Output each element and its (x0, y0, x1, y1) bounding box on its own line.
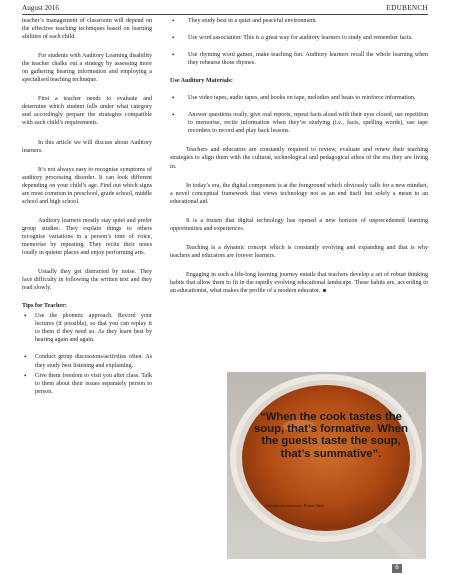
quote-text: “When the cook tastes the soup, that’s formative. When the guests taste the soup, that’s summative”. (254, 411, 408, 460)
list-item: • Give them freedom to visit you after class. Talk to them about their issues separately person to person. (22, 372, 152, 396)
quote-image (227, 372, 426, 559)
right-column (170, 17, 428, 295)
list-item: • Use rhyming word games, make teaching fun. Auditory learners recall the whole learning when they rehearse those rhymes. (170, 51, 428, 67)
page-number: 6 (392, 564, 402, 573)
page-header (22, 4, 428, 16)
list-item: • They study best in a quiet and peaceful environment. (170, 17, 428, 25)
strategy-list (170, 17, 428, 67)
paragraph: Usually they get distracted by noise. They face difficulty in following the written text and they read slowly. (22, 269, 152, 292)
quote-attribution: - Educational researcher, Robert Stake (264, 504, 325, 508)
paragraph: In this article we will discuss about Auditory learners. (22, 139, 152, 154)
paragraph: It is a truism that digital technology has opened a new horizon of unprecedented learning opportunities and experiences. (170, 217, 428, 232)
left-column (22, 17, 152, 396)
paragraph: For students with Auditory Learning disability the teacher chalks out a strategy by assessing more on gathering hearing information and employing a specialised teaching technique. (22, 53, 152, 84)
list-item: • Conduct group discussions/activities often. As they study best listening and explaining. (22, 353, 152, 369)
materials-heading: Use Auditory Materials: (170, 78, 233, 85)
list-item: • Use word association: This is a great way for auditory learners to study and remember facts. (170, 34, 428, 42)
list-item: • Answer questions orally, give oral reports, repeat facts aloud with their eyes closed, use repetition to memorise, recite information when they’re studying (i.e., facts, spelling words), use tape recorders to record and play back lessons. (170, 111, 428, 135)
tips-list (22, 312, 152, 395)
paragraph: teacher’s management of classroom will depend on the effective teaching techniques based on learning abilities of each child. (22, 18, 152, 41)
publication-name: EDUBENCH (386, 4, 428, 12)
paragraph: In today’s era, the digital component is at the foreground which obviously calls for a new mindset, a novel conceptual framework that views technology not as an end itself but solely a mean to an educational aid. (170, 182, 428, 205)
header-rule (22, 14, 428, 15)
paragraph: Teaching is a dynamic concept which is constantly evolving and expanding and that is why teachers and educators are forever learners. (170, 244, 428, 259)
paragraph: Auditory learners mostly stay quiet and prefer group studies. They explain things to others recognise variations in a person’s tone of voice, memorise by repeating. They recite their notes loudly in quieter places and enjoy performing arts. (22, 217, 152, 257)
list-item: • Use video tapes, audio tapes, and books on tape, melodies and beats to reinforce information. (170, 94, 428, 102)
paragraph: Teachers and educators are constantly required to review, evaluate and renew their teaching strategies to align them with the cultural, technological and pedagogical ethos of the era they are living in. (170, 147, 428, 170)
tips-heading: Tips for Teacher: (22, 303, 67, 310)
paragraph (170, 271, 428, 295)
end-mark (323, 289, 326, 292)
paragraph-text: Engaging in such a life-long learning journey entails that teachers develop a set of robust thinking habits that allow them to fit in the rapidly evolving educational landscape. These habits are, according to an educationist, what makes the profile of a modern educator. (170, 271, 428, 294)
materials-list (170, 94, 428, 135)
paragraph: It’s not always easy to recognise symptoms of auditory processing disorder. It can look different depending on your child’s age. Find out which signs are most common in preschool, grade school, middle school and high school. (22, 166, 152, 205)
soup-bowl-illustration (227, 372, 426, 559)
paragraph: First a teacher needs to evaluate and determine which student falls under what category and accordingly prepare the strategies compatible with each child’s requirements. (22, 96, 152, 127)
list-item: • Use the phonetic approach. Record your lectures (if possible), so that you can replay it to them if they need so. As they learn best by hearing again and again. (22, 312, 152, 344)
issue-date: August 2016 (22, 4, 59, 12)
